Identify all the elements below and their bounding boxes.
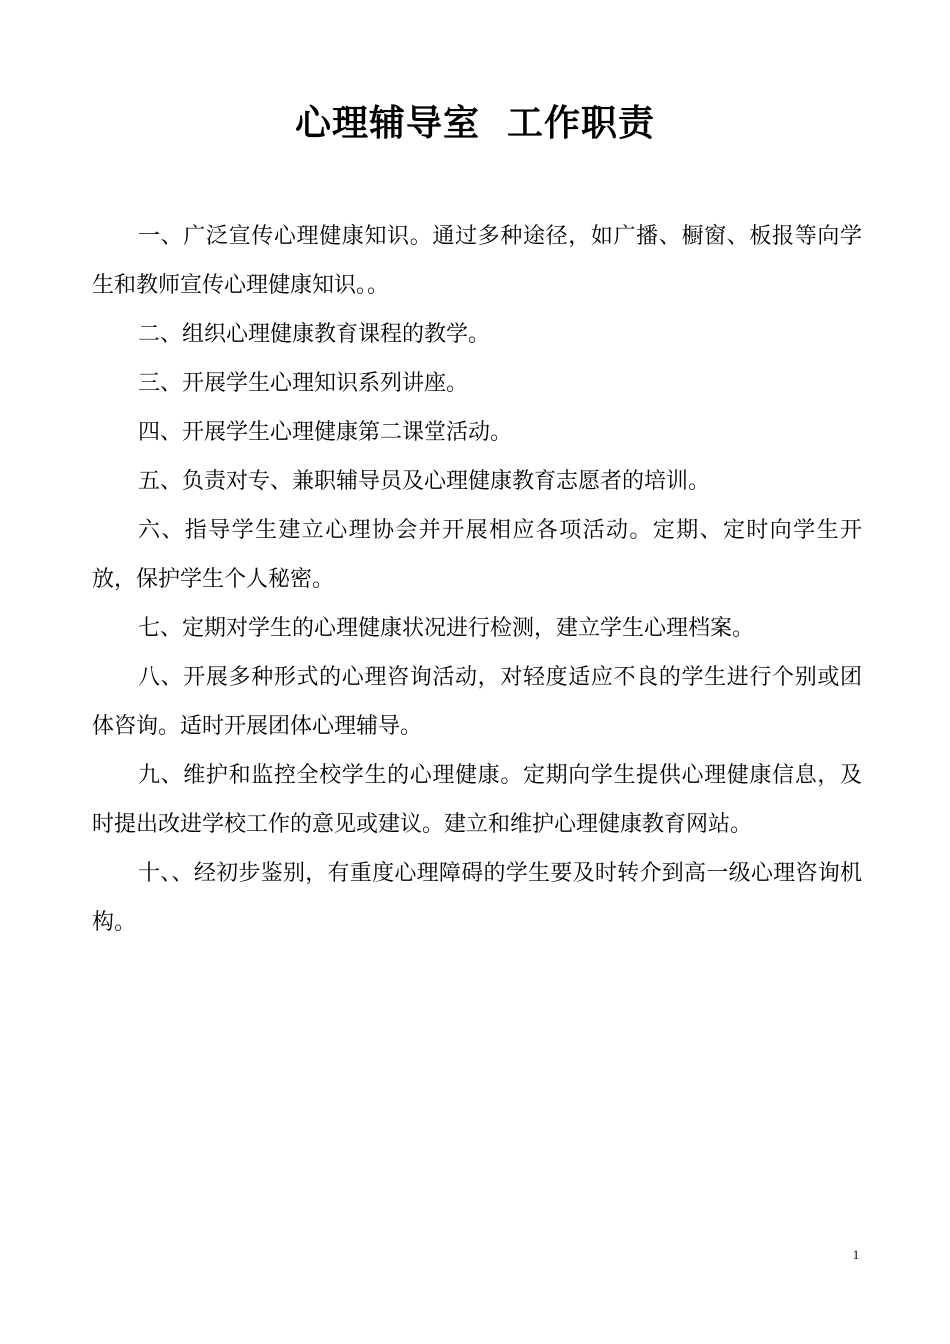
document-body	[92, 212, 862, 947]
paragraph-4: 四、开展学生心理健康第二课堂活动。	[138, 420, 513, 445]
paragraph-3: 三、开展学生心理知识系列讲座。	[138, 371, 469, 396]
paragraph-1: 一、广泛宣传心理健康知识。通过多种途径，如广播、橱窗、板报等向学生和教师宣传心理健康知识。。	[92, 224, 862, 298]
paragraph-8: 八、开展多种形式的心理咨询活动，对轻度适应不良的学生进行个别或团体咨询。适时开展团体心理辅导。	[92, 665, 862, 739]
paragraph-6: 六、指导学生建立心理协会并开展相应各项活动。定期、定时向学生开放，保护学生个人秘密。	[92, 518, 862, 592]
paragraph-2: 二、组织心理健康教育课程的教学。	[138, 322, 491, 347]
paragraph-9: 九、维护和监控全校学生的心理健康。定期向学生提供心理健康信息，及时提出改进学校工作的意见或建议。建立和维护心理健康教育网站。	[92, 763, 862, 837]
paragraph-7: 七、定期对学生的心理健康状况进行检测，建立学生心理档案。	[138, 616, 755, 641]
paragraph-5: 五、负责对专、兼职辅导员及心理健康教育志愿者的培训。	[138, 469, 711, 494]
paragraph-10: 十、、经初步鉴别，有重度心理障碍的学生要及时转介到高一级心理咨询机构。	[92, 861, 862, 935]
document-title: 心理辅导室 工作职责	[294, 103, 656, 144]
page-number: 1	[852, 1247, 860, 1262]
